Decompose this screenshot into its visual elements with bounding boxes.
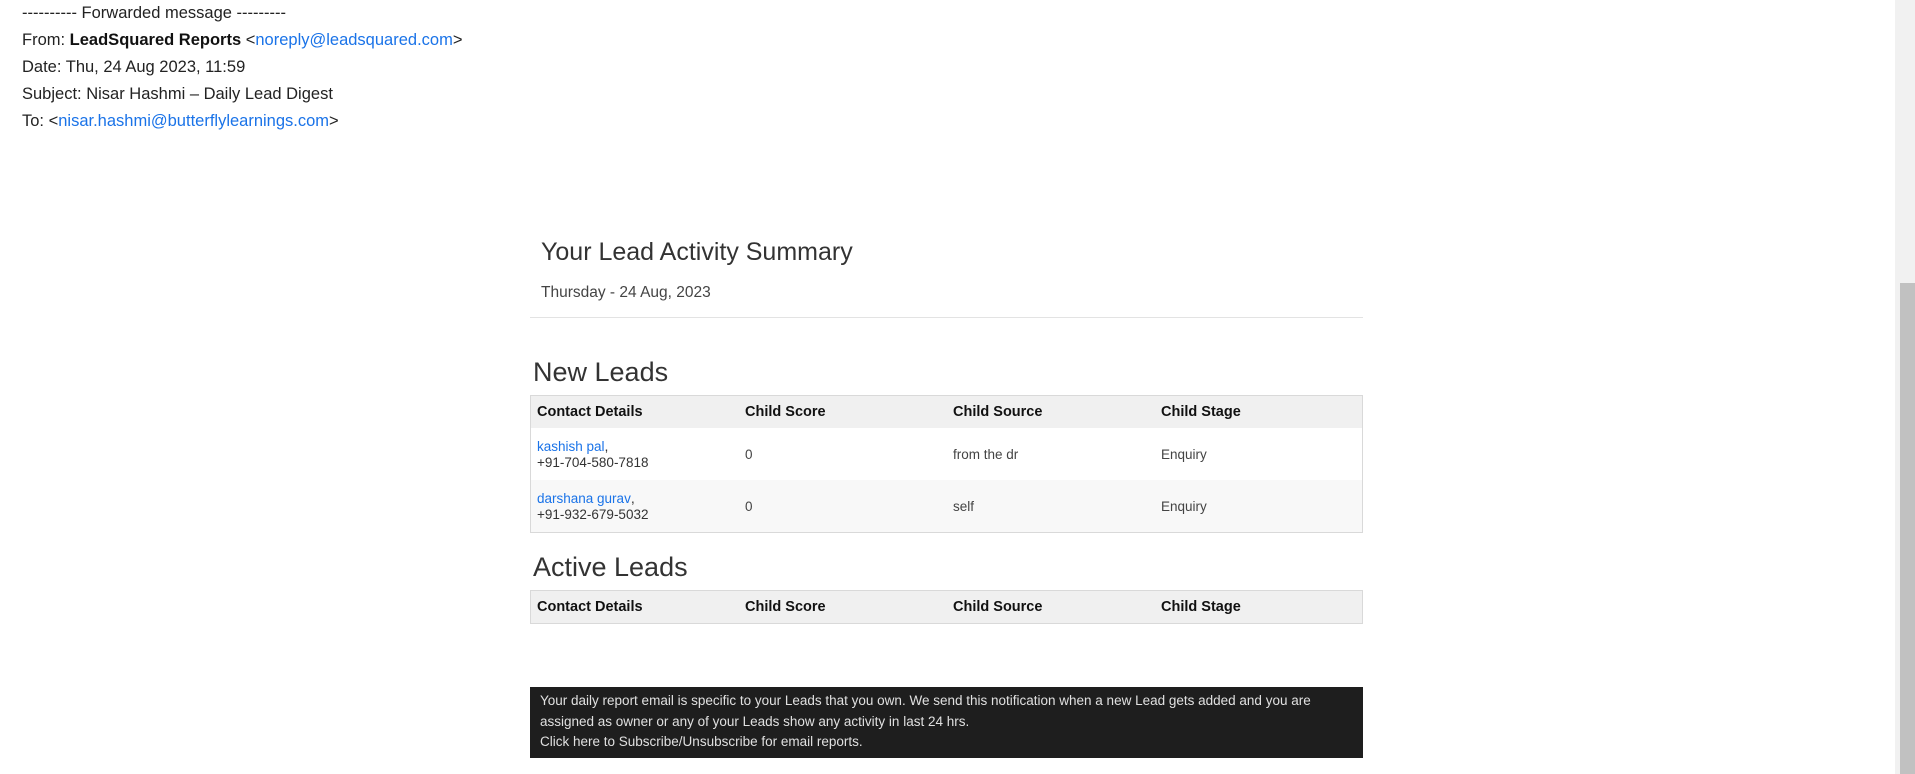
from-name: LeadSquared Reports xyxy=(69,31,242,49)
to-line: To: <nisar.hashmi@butterflylearnings.com> xyxy=(22,112,339,130)
column-header-child-stage: Child Stage xyxy=(1155,396,1363,429)
from-email-link[interactable]: noreply@leadsquared.com xyxy=(255,31,453,49)
column-header-child-score: Child Score xyxy=(739,591,947,624)
lead-phone: +91-704-580-7818 xyxy=(537,455,649,470)
date-label: Date: xyxy=(22,58,66,76)
date-line xyxy=(22,54,462,81)
subscribe-unsubscribe-link[interactable]: Click here to Subscribe/Unsubscribe for email reports. xyxy=(540,734,863,749)
column-header-contact-details: Contact Details xyxy=(531,396,740,429)
child-source-cell: from the dr xyxy=(947,428,1155,480)
subject-label: Subject: xyxy=(22,85,87,103)
summary-divider xyxy=(530,317,1363,318)
from-line: From: LeadSquared Reports <noreply@leadsquared.com> xyxy=(22,31,463,49)
column-header-child-source: Child Source xyxy=(947,591,1155,624)
child-stage-cell: Enquiry xyxy=(1155,480,1363,533)
new-leads-title: New Leads xyxy=(533,357,669,387)
scrollbar-thumb[interactable] xyxy=(1900,283,1915,774)
summary-title: Your Lead Activity Summary xyxy=(541,238,853,266)
column-header-child-score: Child Score xyxy=(739,396,947,429)
active-leads-table xyxy=(530,590,1363,624)
forward-separator: ---------- Forwarded message --------- xyxy=(22,4,286,22)
active-leads-title: Active Leads xyxy=(533,552,688,582)
table-row xyxy=(531,480,1363,533)
from-label: From: xyxy=(22,31,70,49)
active-leads-header-row xyxy=(531,591,1363,624)
child-score-cell: 0 xyxy=(739,480,947,533)
child-source-cell: self xyxy=(947,480,1155,533)
date-value: Thu, 24 Aug 2023, 11:59 xyxy=(65,58,246,76)
lead-name-link[interactable]: darshana gurav xyxy=(537,491,631,506)
report-footer xyxy=(530,687,1363,758)
subject-line xyxy=(22,81,462,108)
column-header-child-source: Child Source xyxy=(947,396,1155,429)
column-header-child-stage: Child Stage xyxy=(1155,591,1363,624)
lead-phone: +91-932-679-5032 xyxy=(537,507,649,522)
to-label: To: xyxy=(22,112,49,130)
contact-details-cell: kashish pal, +91-704-580-7818 xyxy=(531,428,740,480)
subject-value: Nisar Hashmi – Daily Lead Digest xyxy=(86,85,333,103)
child-stage-cell: Enquiry xyxy=(1155,428,1363,480)
footer-notice-text: Your daily report email is specific to your Leads that you own. We send this notification when a new Lead gets added and you are assigned as owner or any of your Leads show any activity in last 24 hrs. xyxy=(540,693,1311,729)
table-row xyxy=(531,428,1363,480)
child-score-cell: 0 xyxy=(739,428,947,480)
vertical-scrollbar[interactable] xyxy=(1895,0,1915,774)
contact-details-cell: darshana gurav, +91-932-679-5032 xyxy=(531,480,740,533)
summary-date: Thursday - 24 Aug, 2023 xyxy=(541,284,711,301)
column-header-contact-details: Contact Details xyxy=(531,591,740,624)
new-leads-table xyxy=(530,395,1363,533)
lead-name-link[interactable]: kashish pal xyxy=(537,439,605,454)
forwarded-header xyxy=(22,0,462,135)
to-email-link[interactable]: nisar.hashmi@butterflylearnings.com xyxy=(58,112,330,130)
new-leads-header-row xyxy=(531,396,1363,429)
